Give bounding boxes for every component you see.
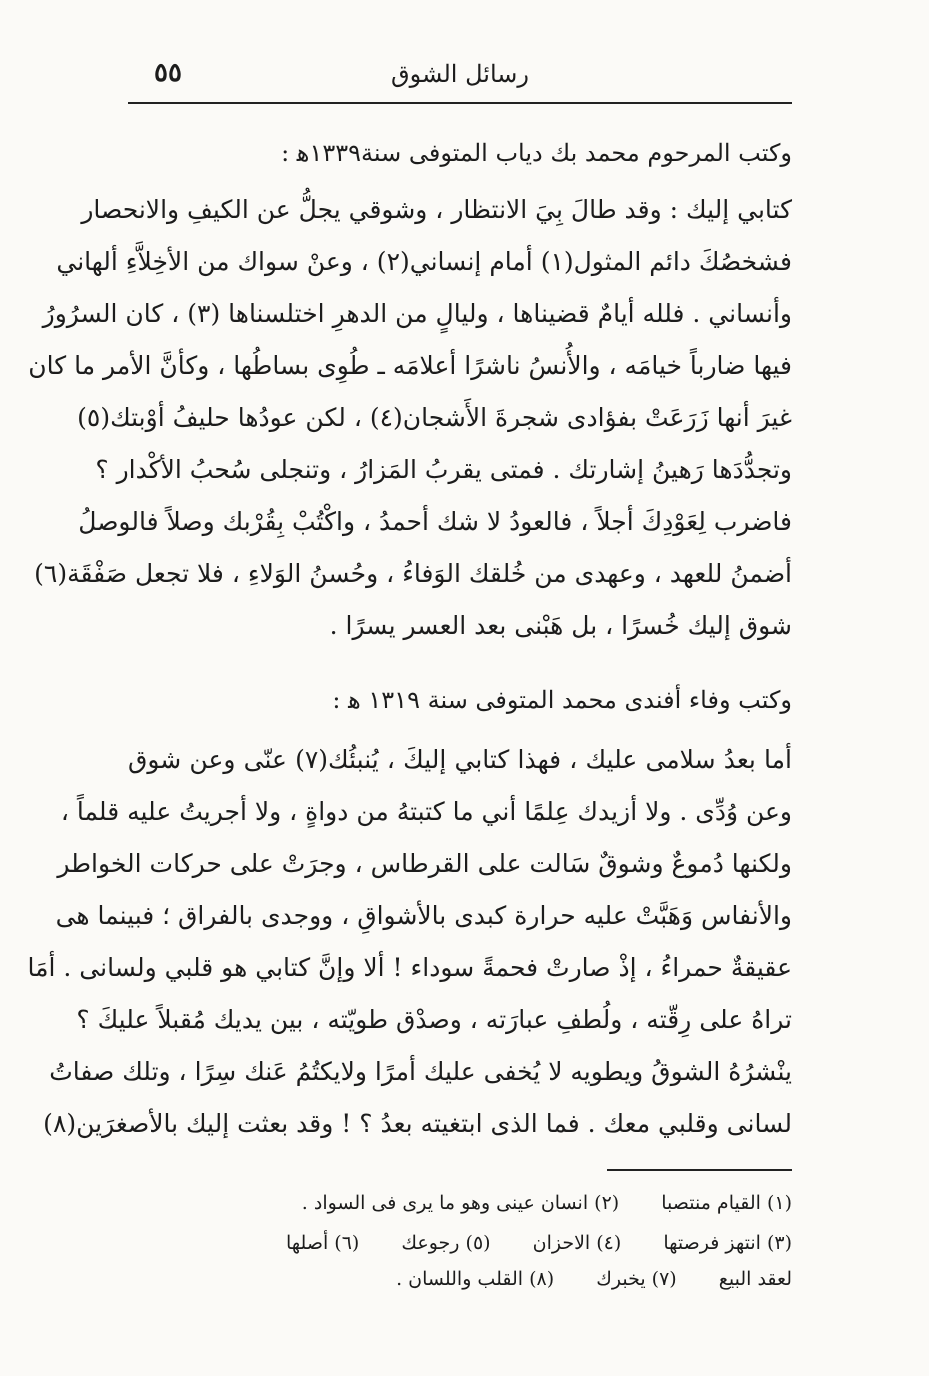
text-line: ولكنها دُموعٌ وشوقٌ سَالت على القرطاس ، وجرَتْ على حركات الخواطر: [57, 849, 792, 878]
footnote-rule: [607, 1169, 792, 1171]
text-line: عقيقةٌ حمراءُ ، إذْ صارتْ فحمةً سوداء ! ألا وإنَّ كتابي هو قلبي ولسانى . أمَا: [27, 953, 792, 982]
text-line: لسانى وقلبي معك . فما الذى ابتغيته بعدُ ؟ ! وقد بعثت إليك بالأصغرَين(٨): [43, 1109, 792, 1138]
text-line: فاضرب لِعَوْدِكَ أجلاً ، فالعودُ لا شك أحمدُ ، واكْتُبْ بِقُرْبك وصلاً فالوصلُ: [78, 507, 792, 536]
footnote: (٨) القلب واللسان .: [396, 1268, 555, 1290]
text-line: كتابي إليك : وقد طالَ بِيَ الانتظار ، وشوقي يجلُّ عن الكيفِ والانحصار: [81, 195, 792, 224]
section-intro: وكتب وفاء أفندى محمد المتوفى سنة ١٣١٩ ﻫ :: [332, 686, 792, 714]
footnote: لعقد البيع: [718, 1268, 792, 1290]
page-header: [128, 56, 792, 104]
footnote: (٥) رجوعك: [401, 1232, 491, 1254]
text-line: وأنساني . فلله أيامٌ قضيناها ، وليالٍ من الدهرِ اختلسناها (٣) ، كان السرُورُ: [42, 299, 792, 328]
text-line: تراهُ على رِقّته ، ولُطفِ عبارَته ، وصدْق طويّته ، بين يديك مُقبلاً عليكَ ؟: [76, 1005, 792, 1034]
page-number: ٥٥: [154, 58, 182, 88]
running-title: رسائل الشوق: [391, 60, 529, 88]
footnote: (٢) انسان عينى وهو ما يرى فى السواد .: [301, 1192, 620, 1214]
text-line: فيها ضارباً خيامَه ، والأُنسُ ناشرًا أعلامَه ـ طُوِى بساطُها ، وكأنَّ الأمر ما كان: [28, 351, 792, 380]
text-line: أما بعدُ سلامى عليك ، فهذا كتابي إليكَ ، يُنبئُك(٧) عنّى وعن شوق: [128, 745, 792, 774]
text-line: فشخصُكَ دائم المثول(١) أمام إنساني(٢) ، وعنْ سواك من الأخِلاَّءِ ألهاني: [56, 247, 792, 276]
text-line: ينْشرُهُ الشوقُ ويطويه لا يُخفى عليك أمرًا ولايكتُمُ عَنك سِرًا ، وتلك صفاتُ: [49, 1057, 792, 1086]
footnote: (١) القيام منتصبا: [661, 1192, 792, 1214]
footnote-line: [120, 1262, 792, 1296]
footnote-line: [120, 1226, 792, 1260]
footnote: (٤) الاحزان: [532, 1232, 622, 1254]
footnote: (٦) أصلها: [286, 1232, 360, 1254]
footnote: (٣) انتهز فرصتها: [663, 1232, 792, 1254]
text-line: أضمنُ للعهد ، وعهدى من خُلقك الوَفاءُ ، وحُسنُ الوَلاءِ ، فلا تجعل صَفْقَة(٦): [34, 559, 792, 588]
text-line: وتجدُّدَها رَهينُ إشارتك . فمتى يقربُ المَزارُ ، وتنجلى سُحبُ الأكْدار ؟: [95, 455, 792, 484]
section-intro: وكتب المرحوم محمد بك دياب المتوفى سنة١٣٣٩ﻫ :: [281, 139, 792, 167]
text-line: وعن وُدِّى . ولا أزيدك عِلمًا أني ما كتبتهُ من دواةٍ ، ولا أجريتُ عليه قلماً ،: [60, 797, 792, 826]
footnote: (٧) يخبرك: [596, 1268, 677, 1290]
text-line: غيرَ أنها زَرَعَتْ بفؤادى شجرةَ الأَشجان(٤) ، لكن عودُها حليفُ أوْبتك(٥): [77, 403, 792, 432]
footnote-line: [120, 1186, 792, 1220]
text-line: والأنفاس وَهَبَّتْ عليه حرارة كبدى بالأشواقِ ، ووجدى بالفراق ؛ فبينما هى: [55, 901, 792, 930]
text-line: شوق إليك خُسرًا ، بل هَبْنى بعد العسر يسرًا .: [329, 611, 792, 640]
